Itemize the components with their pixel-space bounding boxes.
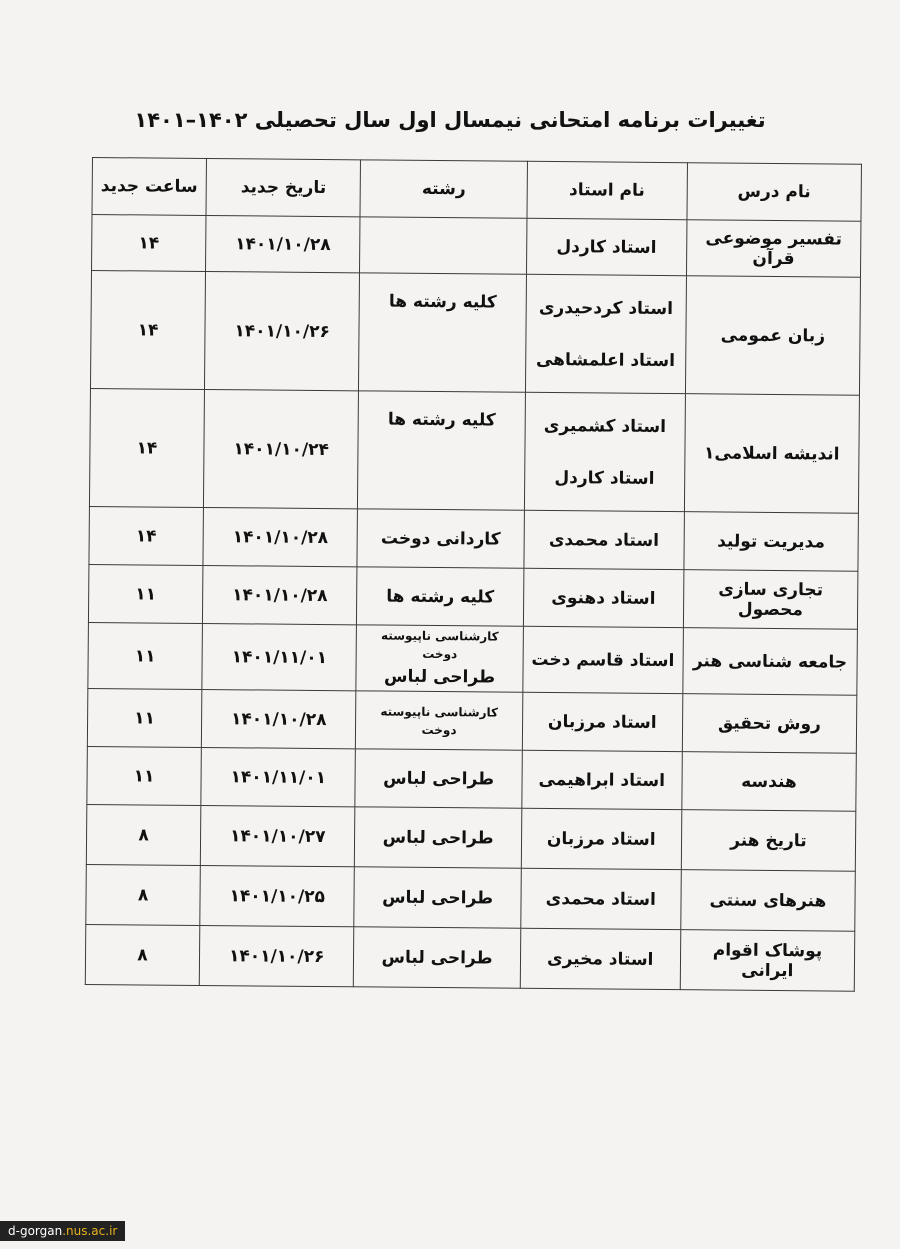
professor-name: استاد محمدی — [545, 888, 656, 910]
cell-professor — [522, 750, 683, 809]
cell-new-date: ۱۴۰۱/۱۰/۲۷ — [200, 805, 355, 866]
cell-field — [358, 391, 525, 510]
cell-professor — [521, 808, 682, 869]
professor-name: استاد محمدی — [548, 529, 660, 551]
cell-course: تاریخ هنر — [681, 810, 856, 872]
header-field: رشته — [360, 160, 527, 218]
table-row — [90, 271, 860, 396]
cell-new-time: ۱۴ — [92, 215, 206, 272]
professor-name: استاد مخیری — [546, 948, 654, 970]
cell-new-time: ۸ — [85, 924, 200, 985]
watermark-domain: d-gorgan — [8, 1224, 63, 1238]
table-body — [85, 215, 861, 992]
cell-field — [360, 217, 527, 274]
cell-new-time: ۱۱ — [87, 688, 202, 747]
cell-field — [355, 749, 522, 808]
field-name: طراحی لباس — [382, 827, 494, 849]
professor-name: استاد کاردل — [556, 236, 657, 258]
cell-field — [356, 625, 523, 692]
cell-new-date: ۱۴۰۱/۱۰/۲۸ — [201, 689, 356, 748]
cell-professor — [526, 218, 687, 275]
cell-new-date: ۱۴۰۱/۱۰/۲۸ — [203, 507, 358, 566]
cell-new-time: ۸ — [86, 864, 201, 925]
professor-name: استاد کاردل — [554, 467, 655, 489]
cell-new-date: ۱۴۰۱/۱۰/۲۶ — [199, 925, 354, 986]
cell-course: هندسه — [682, 752, 857, 812]
watermark-suffix: .nus.ac.ir — [62, 1224, 118, 1238]
cell-new-time: ۱۱ — [88, 564, 203, 623]
exam-schedule-table — [85, 157, 862, 992]
field-name: طراحی لباس — [383, 666, 496, 688]
cell-course: روش تحقیق — [682, 694, 857, 754]
header-row — [92, 158, 861, 222]
professor-name: استاد مرزبان — [546, 828, 656, 850]
cell-field — [356, 691, 523, 750]
cell-new-time: ۱۱ — [88, 622, 203, 689]
field-name: طراحی لباس — [382, 887, 494, 909]
table-row — [88, 622, 858, 695]
cell-professor — [521, 868, 682, 929]
site-watermark — [0, 1221, 125, 1241]
cell-professor — [522, 692, 683, 751]
cell-course: تجاری سازی محصول — [683, 570, 858, 630]
cell-professor — [524, 510, 685, 569]
cell-new-time: ۱۴ — [89, 506, 204, 565]
table-row — [89, 506, 858, 571]
professor-name: استاد ابراهیمی — [538, 769, 666, 791]
cell-field — [355, 807, 522, 868]
professor-name: استاد دهنوی — [551, 587, 656, 609]
cell-new-date: ۱۴۰۱/۱۰/۲۸ — [206, 215, 361, 272]
cell-field — [354, 867, 521, 928]
field-name: کاردانی دوخت — [380, 528, 501, 550]
table-row — [88, 564, 857, 629]
field-name: کلیه رشته ها — [388, 291, 497, 313]
cell-field — [354, 927, 521, 988]
table-row — [86, 804, 855, 871]
cell-field — [357, 509, 524, 568]
cell-new-date: ۱۴۰۱/۱۰/۲۵ — [200, 865, 355, 926]
cell-professor — [524, 392, 685, 511]
cell-professor — [523, 626, 684, 693]
table-header — [92, 158, 861, 222]
cell-course: هنرهای سنتی — [681, 870, 856, 932]
cell-new-time: ۸ — [86, 804, 201, 865]
cell-professor — [525, 274, 686, 393]
cell-professor — [523, 568, 684, 627]
cell-course: زبان عمومی — [685, 276, 860, 396]
professor-name: استاد قاسم دخت — [531, 649, 675, 671]
field-subtext: کارشناسی ناپیوسته دوخت — [380, 704, 499, 737]
cell-field — [359, 273, 526, 392]
cell-new-date: ۱۴۰۱/۱۰/۲۶ — [204, 271, 359, 390]
table-row — [85, 924, 854, 991]
cell-course: جامعه شناسی هنر — [683, 628, 858, 696]
header-professor: نام استاد — [527, 161, 688, 219]
cell-professor — [520, 928, 681, 989]
cell-new-time: ۱۴ — [90, 271, 205, 390]
header-new-date: تاریخ جدید — [206, 158, 361, 216]
cell-course: مدیریت تولید — [684, 512, 859, 572]
table-row — [89, 388, 859, 513]
cell-new-date: ۱۴۰۱/۱۱/۰۱ — [201, 747, 356, 806]
professor-name: استاد کشمیری — [543, 415, 667, 437]
cell-course: پوشاک اقوام ایرانی — [680, 930, 855, 992]
professor-name: استاد اعلمشاهی — [535, 349, 676, 371]
cell-new-date: ۱۴۰۱/۱۱/۰۱ — [202, 623, 357, 690]
professor-name: استاد کردحیدری — [538, 297, 674, 319]
professor-name: استاد مرزبان — [547, 711, 657, 733]
table-row — [87, 746, 856, 811]
cell-new-date: ۱۴۰۱/۱۰/۲۴ — [203, 389, 358, 508]
cell-field — [357, 567, 524, 626]
cell-course: اندیشه اسلامی۱ — [684, 394, 859, 514]
table-row — [86, 864, 855, 931]
table-row — [92, 215, 861, 278]
header-new-time: ساعت جدید — [92, 158, 207, 216]
table-row — [87, 688, 856, 753]
field-name: طراحی لباس — [381, 947, 493, 969]
cell-new-time: ۱۱ — [87, 746, 202, 805]
field-name: کلیه رشته ها — [386, 586, 495, 608]
cell-new-time: ۱۴ — [89, 388, 204, 507]
header-course: نام درس — [687, 163, 862, 222]
cell-new-date: ۱۴۰۱/۱۰/۲۸ — [202, 565, 357, 624]
page-title: تغییرات برنامه امتحانی نیمسال اول سال تحصیلی ۱۴۰۲–۱۴۰۱ — [134, 108, 766, 132]
field-name: کلیه رشته ها — [387, 409, 496, 431]
field-name: طراحی لباس — [383, 768, 495, 790]
field-subtext: کارشناسی ناپیوسته دوخت — [381, 628, 499, 661]
cell-course: تفسیر موضوعی قرآن — [686, 220, 861, 278]
